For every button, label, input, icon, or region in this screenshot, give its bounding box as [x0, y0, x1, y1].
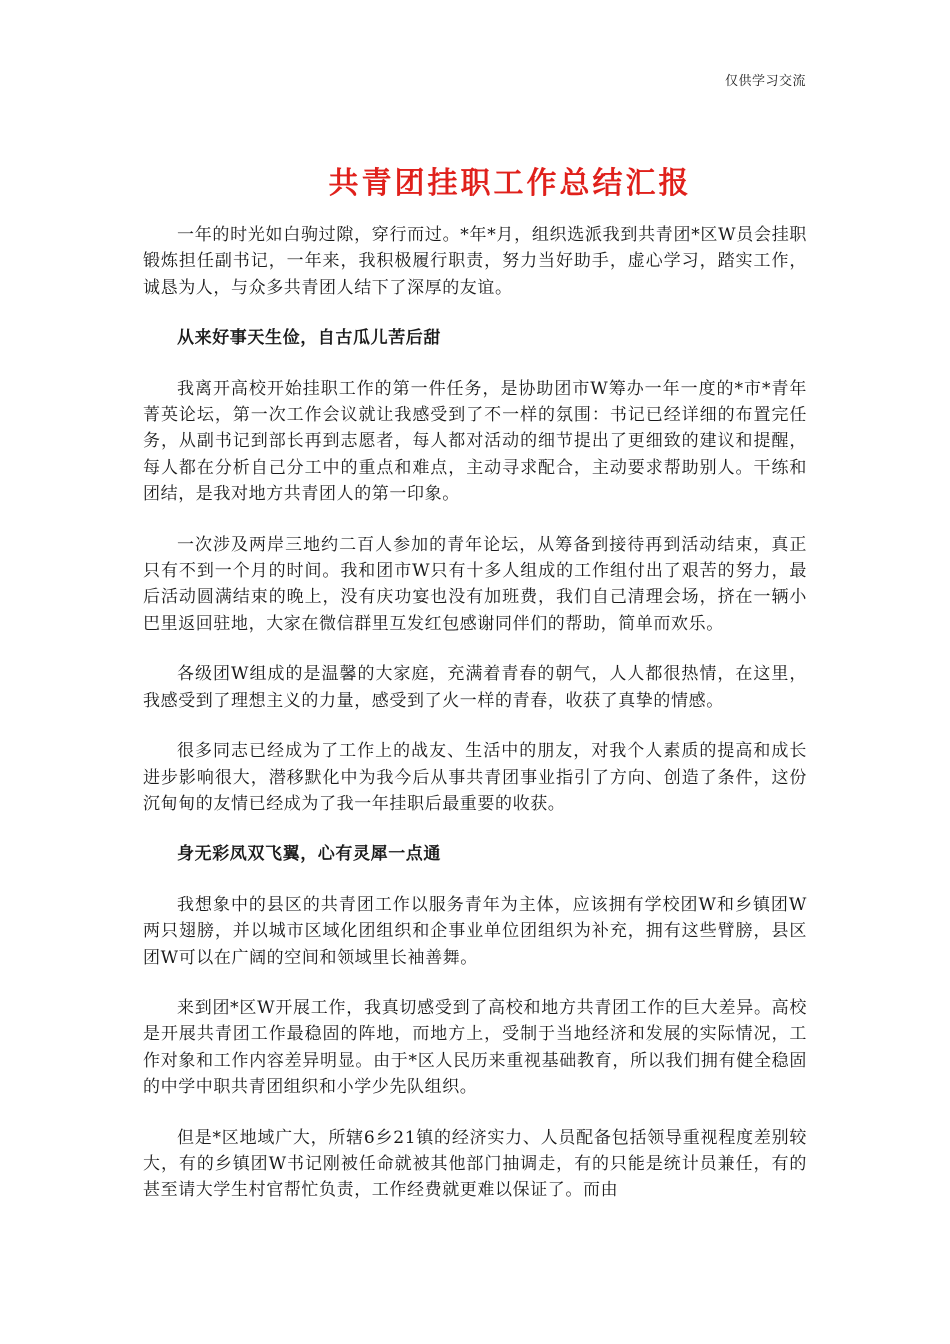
- paragraph: 来到团*区W开展工作，我真切感受到了高校和地方共青团工作的巨大差异。高校是开展共青团工作最稳固的阵地，而地方上，受制于当地经济和发展的实际情况，工作对象和工作内容差异明显。由于*区人民历来重视基础教育，所以我们拥有健全稳固的中学中职共青团组织和小学少先队组织。: [143, 997, 807, 1098]
- paragraph: 但是*区地域广大，所辖6乡21镇的经济实力、人员配备包括领导重视程度差别较大，有的乡镇团W书记刚被任命就被其他部门抽调走，有的只能是统计员兼任，有的甚至请大学生村官帮忙负责，工作经费就更难以保证了。而由: [143, 1127, 807, 1201]
- paragraph: 一年的时光如白驹过隙，穿行而过。*年*月，组织选派我到共青团*区W员会挂职锻炼担任副书记，一年来，我积极履行职责，努力当好助手，虚心学习，踏实工作，诚恳为人，与众多共青团人结下了深厚的友谊。: [143, 225, 807, 298]
- paragraph: 我离开高校开始挂职工作的第一件任务，是协助团市W筹办一年一度的*市*青年菁英论坛，第一次工作会议就让我感受到了不一样的氛围：书记已经详细的布置完任务，从副书记到部长再到志愿者，每人都对活动的细节提出了更细致的建议和提醒，每人都在分析自己分工中的重点和难点，主动寻求配合，主动要求帮助别人。干练和团结，是我对地方共青团人的第一印象。: [143, 378, 807, 505]
- paragraph: 很多同志已经成为了工作上的战友、生活中的朋友，对我个人素质的提高和成长进步影响很大，潜移默化中为我今后从事共青团事业指引了方向、创造了条件，这份沉甸甸的友情已经成为了我一年挂职后最重要的收获。: [143, 741, 807, 814]
- section-heading: 身无彩凤双飞翼，心有灵犀一点通: [177, 844, 441, 865]
- document-title: 共青团挂职工作总结汇报: [328, 166, 692, 201]
- header-note: 仅供学习交流: [724, 74, 806, 89]
- document-body: [143, 222, 807, 1228]
- paragraph: 我想象中的县区的共青团工作以服务青年为主体，应该拥有学校团W和乡镇团W两只翅膀，并以城市区域化团组织和企事业单位团组织为补充，拥有这些臂膀，县区团W可以在广阔的空间和领域里长袖善舞。: [143, 894, 807, 968]
- section-heading: 从来好事天生俭，自古瓜儿苦后甜: [177, 328, 441, 349]
- paragraph: 各级团W组成的是温馨的大家庭，充满着青春的朝气，人人都很热情，在这里，我感受到了理想主义的力量，感受到了火一样的青春，收获了真挚的情感。: [143, 664, 807, 711]
- paragraph: 一次涉及两岸三地约二百人参加的青年论坛，从筹备到接待再到活动结束，真正只有不到一个月的时间。我和团市W只有十多人组成的工作组付出了艰苦的努力，最后活动圆满结束的晚上，没有庆功宴也没有加班费，我们自己清理会场，挤在一辆小巴里返回驻地，大家在微信群里互发红包感谢同伴们的帮助，简单而欢乐。: [143, 534, 807, 634]
